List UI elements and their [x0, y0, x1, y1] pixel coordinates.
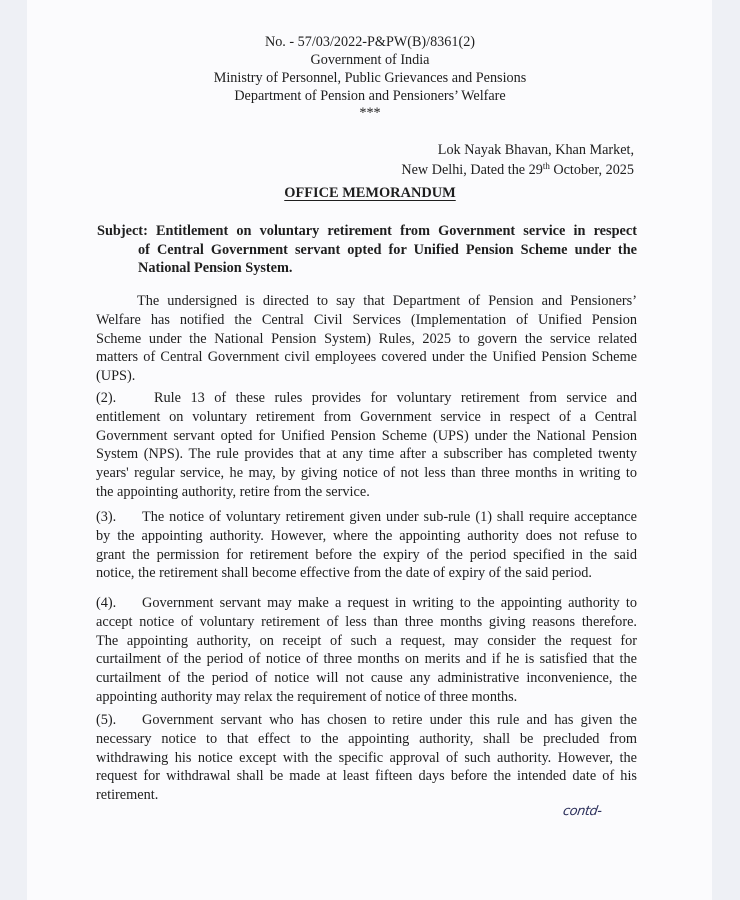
paragraph-line: (UPS).: [96, 368, 136, 385]
paragraph-4: [96, 594, 637, 707]
document-title: OFFICE MEMORANDUM: [284, 185, 456, 201]
department-line: Department of Pension and Pensioners’ Welfare: [234, 88, 506, 104]
paragraph-line: necessary notice to that effect to the appointing authority, shall be precluded from: [96, 730, 637, 747]
subject-line: of Central Government servant opted for Unified Pension Scheme under the: [138, 241, 637, 258]
paragraph-line: Welfare has notified the Central Civil Services (Implementation of Unified Pension: [96, 311, 637, 328]
paragraph-line: grant the permission for retirement before the expiry of the period specified in the said: [96, 546, 637, 563]
paragraph-line: accept notice of voluntary retirement of less than three months giving reasons therefore.: [96, 613, 637, 630]
paragraph-line: (2). Rule 13 of these rules provides for voluntary retirement from service and: [96, 390, 637, 406]
paragraph-number: (5).: [96, 712, 117, 728]
paragraph-line: years' regular service, he may, by giving notice of not less than three months in writing to: [96, 465, 637, 482]
paragraph-line: (3). The notice of voluntary retirement given under sub-rule (1) shall require acceptance: [96, 509, 637, 525]
address-block: [401, 141, 634, 180]
paragraph-line: Scheme under the National Pension System) Rules, 2025 to govern the service related: [96, 330, 637, 347]
paragraph-1: [96, 292, 637, 386]
paragraph-line: System (NPS). The rule provides that at any time after a subscriber has completed twenty: [96, 446, 637, 463]
paragraph-3: [96, 508, 637, 583]
paragraph-number: (2).: [96, 390, 117, 406]
paragraph-line: entitlement on voluntary retirement from Government service in respect of a Central: [96, 408, 637, 425]
paragraph-line: The undersigned is directed to say that Department of Pension and Pensioners’: [137, 293, 637, 309]
paragraph-line: the appointing authority, retire from the service.: [96, 483, 370, 500]
paragraph-line: curtailment of the period of notice of three months on merits and if he is satisfied that the: [96, 651, 637, 668]
paragraph-line: curtailment of the period of notice will not cause any administrative inconvenience, the: [96, 670, 637, 687]
paragraph-line: request for withdrawal shall be made at least fifteen days before the intended date of his: [96, 768, 637, 785]
paragraph-line: by the appointing authority. However, where the appointing authority does not refuse to: [96, 527, 637, 544]
paragraph-line: Government servant opted for Unified Pension Scheme (UPS) under the National Pension: [96, 427, 637, 444]
subject-block: [97, 222, 637, 278]
paragraph-number: (4).: [96, 595, 117, 611]
subject-line: Subject: Entitlement on voluntary retirement from Government service in respect: [97, 223, 637, 239]
file-number: No. - 57/03/2022-P&PW(B)/8361(2): [264, 34, 476, 50]
handwritten-contd-note: contd-: [561, 804, 603, 819]
paragraph-line: notice, the retirement shall become effective from the date of expiry of the said period.: [96, 565, 592, 582]
paragraph-line: (5). Government servant who has chosen to retire under this rule and has given the: [96, 712, 637, 728]
paragraph-line: retirement.: [96, 787, 159, 804]
paragraph-line: matters of Central Government civil employees covered under the Unified Pension Scheme: [96, 349, 637, 366]
paragraph-2: [96, 389, 637, 502]
paragraph-line: withdrawing his notice except with the specific approval of such authority. However, the: [96, 749, 637, 766]
separator: ***: [359, 105, 381, 121]
paragraph-5: [96, 711, 637, 805]
government-line: Government of India: [310, 52, 430, 68]
paragraph-line: appointing authority may relax the requirement of notice of three months.: [96, 688, 518, 705]
paragraph-line: (4). Government servant may make a request in writing to the appointing authority to: [96, 595, 637, 611]
ministry-line: Ministry of Personnel, Public Grievances and Pensions: [213, 70, 527, 86]
paragraph-line: The appointing authority, on receipt of such a request, may consider the request for: [96, 632, 637, 649]
date-line: New Delhi, Dated the 29th October, 2025: [401, 160, 634, 178]
address-line: Lok Nayak Bhavan, Khan Market,: [437, 142, 634, 158]
paragraph-number: (3).: [96, 509, 117, 525]
subject-line: National Pension System.: [138, 260, 293, 277]
